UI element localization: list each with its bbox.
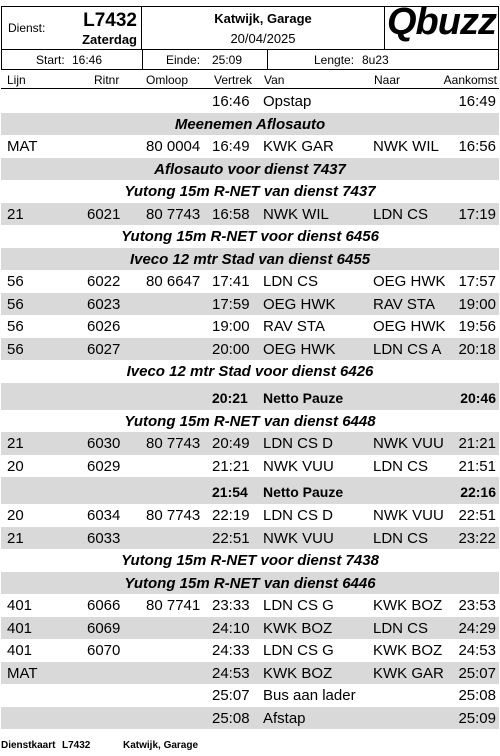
cell-van: LDN CS G [263,597,334,614]
times-bar [1,50,499,70]
cell-lijn: 21 [7,205,24,223]
col-vertrek: Vertrek [214,73,253,87]
cell-lijn: 21 [7,435,24,452]
cell-van: NWK VUU [263,529,334,547]
cell-lijn: 20 [7,507,24,524]
length-cell [268,50,498,69]
table-row [1,270,499,293]
cell-lijn: 401 [7,597,33,614]
section-title-row [1,410,499,433]
pause-end: 20:46 [460,389,496,406]
cell-aankomst: 21:51 [458,457,496,475]
cell-ritnr: 6022 [87,273,121,290]
cell-vertrek: 20:00 [212,340,250,358]
cell-ritnr: 6066 [87,597,121,614]
cell-vertrek: 23:33 [212,597,250,614]
header [1,1,499,50]
cell-van: OEG HWK [263,340,336,358]
dienst-day: Zaterdag [82,32,137,47]
cell-van: LDN CS [263,273,319,290]
section-title-row [1,225,499,248]
cell-lijn: 56 [7,295,24,313]
cell-aankomst: 19:00 [458,295,496,313]
cell-vertrek: 22:51 [212,529,250,547]
location-name: Katwijk, Garage [214,11,312,26]
table-row [1,455,499,478]
cell-van: KWK BOZ [263,619,333,637]
table-row [1,338,499,361]
cell-vertrek: 19:00 [212,318,250,335]
cell-lijn: 401 [7,642,33,659]
cell-aankomst: 17:57 [458,273,496,290]
table-row [1,662,499,685]
cell-aankomst: 24:53 [458,642,496,659]
cell-aankomst: 19:56 [458,318,496,335]
cell-ritnr: 6021 [87,205,121,223]
cell-van: Opstap [263,93,312,110]
cell-ritnr: 6030 [87,435,121,452]
cell-naar: KWK GAR [373,664,444,682]
brand-cell [385,1,498,49]
section-title: Iveco 12 mtr Stad voor dienst 6426 [126,363,374,380]
cell-naar: LDN CS [373,457,429,475]
cell-aankomst: 20:18 [458,340,496,358]
cell-ritnr: 6026 [87,318,121,335]
schedule-table [1,90,499,729]
cell-van: NWK VUU [263,457,334,475]
cell-naar: RAV STA [373,295,435,313]
section-title-row [1,158,499,181]
cell-naar: LDN CS A [373,340,442,358]
section-title: Yutong 15m R-NET van dienst 7437 [124,183,376,200]
cell-van: Bus aan lader [263,687,356,704]
start-label: Start: [36,53,65,67]
pause-end: 22:16 [460,484,496,500]
location-cell [142,7,385,49]
cell-ritnr: 6029 [87,457,121,475]
table-row [1,203,499,226]
cell-van: LDN CS D [263,435,334,452]
col-lijn: Lijn [7,73,26,87]
table-row [1,432,499,455]
table-row [1,594,499,617]
section-title: Yutong 15m R-NET voor dienst 7438 [121,552,379,569]
cell-aankomst: 23:22 [458,529,496,547]
cell-naar: NWK WIL [373,138,439,155]
cell-aankomst: 25:07 [458,664,496,682]
cell-van: KWK BOZ [263,664,333,682]
cell-aankomst: 24:29 [458,619,496,637]
dienst-label: Dienst: [8,21,46,35]
cell-omloop: 80 7743 [146,205,201,223]
table-row [1,135,499,158]
pause-row [1,477,499,504]
table-row [1,315,499,338]
service-date: 20/04/2025 [230,31,296,46]
table-row [1,639,499,662]
table-row [1,617,499,640]
cell-aankomst: 25:09 [458,709,496,727]
pause-label: Netto Pauze [263,389,344,406]
cell-vertrek: 17:41 [212,273,250,290]
cell-vertrek: 21:21 [212,457,250,475]
col-van: Van [264,73,285,87]
cell-naar: NWK VUU [373,507,444,524]
cell-ritnr: 6027 [87,340,121,358]
cell-van: LDN CS G [263,642,334,659]
cell-vertrek: 17:59 [212,295,250,313]
cell-aankomst: 16:49 [458,93,496,110]
section-title: Yutong 15m R-NET van dienst 6448 [124,412,376,430]
cell-vertrek: 16:49 [212,138,250,155]
cell-ritnr: 6069 [87,619,121,637]
cell-naar: LDN CS [373,529,429,547]
col-naar: Naar [374,73,401,87]
end-cell [143,50,268,69]
cell-aankomst: 21:21 [458,435,496,452]
cell-lijn: 56 [7,340,24,358]
start-cell [2,50,143,69]
cell-vertrek: 20:49 [212,435,250,452]
cell-vertrek: 25:08 [212,709,250,727]
section-title-row [1,572,499,595]
cell-vertrek: 16:46 [212,93,250,110]
cell-aankomst: 25:08 [458,687,496,704]
dienst-cell [2,7,142,49]
cell-van: LDN CS D [263,507,334,524]
cell-omloop: 80 7743 [146,435,201,452]
cell-naar: LDN CS [373,205,429,223]
cell-naar: KWK BOZ [373,642,443,659]
section-title-row [1,113,499,136]
section-title: Yutong 15m R-NET voor dienst 6456 [121,228,379,245]
section-title-row [1,180,499,203]
cell-van: Afstap [263,709,306,727]
cell-lijn: MAT [7,664,38,682]
cell-ritnr: 6023 [87,295,121,313]
section-title: Yutong 15m R-NET van dienst 6446 [124,574,376,592]
table-row [1,707,499,730]
footer-location: Katwijk, Garage [123,740,199,751]
cell-lijn: 56 [7,273,24,290]
cell-lijn: 401 [7,619,33,637]
col-aankomst: Aankomst [443,73,497,87]
cell-van: KWK GAR [263,138,334,155]
cell-aankomst: 23:53 [458,597,496,614]
cell-naar: LDN CS [373,619,429,637]
pause-row [1,383,499,410]
cell-van: OEG HWK [263,295,336,313]
cell-ritnr: 6070 [87,642,121,659]
cell-lijn: 56 [7,318,24,335]
cell-van: RAV STA [263,318,325,335]
footer-code: L7432 [62,740,91,751]
cell-naar: KWK BOZ [373,597,443,614]
section-title-row [1,360,499,383]
cell-omloop: 80 7741 [146,597,201,614]
cell-vertrek: 24:10 [212,619,250,637]
table-row [1,684,499,707]
cell-vertrek: 25:07 [212,687,250,704]
cell-vertrek: 24:33 [212,642,250,659]
end-value: 25:09 [212,53,243,67]
cell-ritnr: 6033 [87,529,121,547]
cell-van: NWK WIL [263,205,329,223]
cell-lijn: 20 [7,457,24,475]
cell-naar: OEG HWK [373,318,446,335]
cell-naar: NWK VUU [373,435,444,452]
dienst-code: L7432 [83,10,137,31]
length-label: Lengte: [314,53,355,67]
table-row [1,504,499,527]
pause-start: 20:21 [212,389,248,406]
cell-vertrek: 16:58 [212,205,250,223]
table-row [1,90,499,113]
section-title-row [1,248,499,271]
cell-aankomst: 22:51 [458,507,496,524]
table-row [1,527,499,550]
start-value: 16:46 [72,53,103,67]
cell-ritnr: 6034 [87,507,121,524]
section-title: Iveco 12 mtr Stad van dienst 6455 [129,250,371,268]
cell-omloop: 80 0004 [146,138,201,155]
cell-lijn: MAT [7,138,38,155]
col-ritnr: Ritnr [94,73,120,87]
cell-aankomst: 16:56 [458,138,496,155]
pause-start: 21:54 [212,484,248,500]
cell-naar: OEG HWK [373,273,446,290]
end-label: Einde: [166,53,201,67]
section-title: Meenemen Aflosauto [174,115,326,133]
cell-vertrek: 22:19 [212,507,250,524]
section-title-row [1,549,499,572]
col-omloop: Omloop [146,73,189,87]
brand-logo: Qbuzz [387,1,496,43]
table-row [1,293,499,316]
section-title: Aflosauto voor dienst 7437 [154,160,346,178]
cell-omloop: 80 6647 [146,273,201,290]
length-value: 8u23 [362,53,389,67]
cell-vertrek: 24:53 [212,664,250,682]
cell-lijn: 21 [7,529,24,547]
cell-omloop: 80 7743 [146,507,201,524]
footer-label: Dienstkaart [1,740,56,751]
column-header [1,71,499,89]
pause-label: Netto Pauze [263,484,344,500]
cell-aankomst: 17:19 [458,205,496,223]
